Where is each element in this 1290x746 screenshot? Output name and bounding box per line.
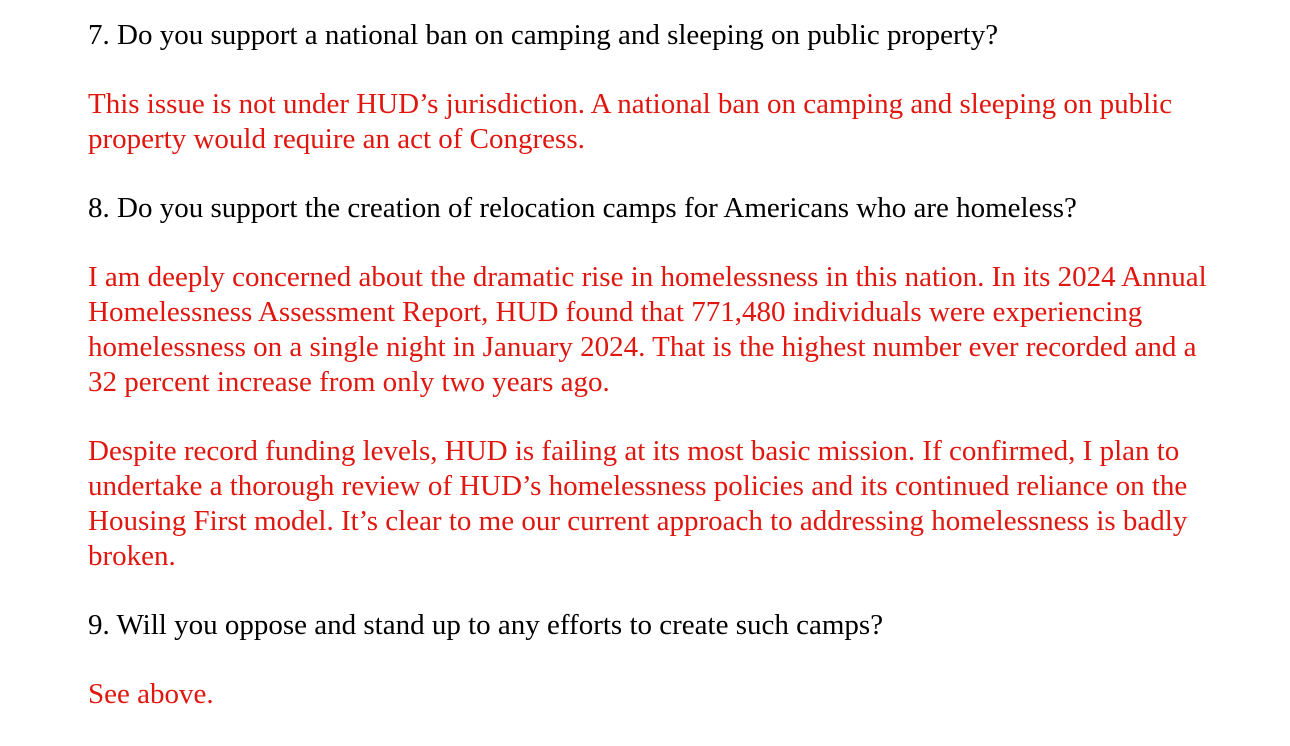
answer-9 [88,677,1278,712]
answer-7 [88,87,1278,157]
answer-8-p1-line-1: I am deeply concerned about the dramatic rise in homelessness in this nation. In its 2024 Annual [88,261,1207,293]
answer-9-line: See above. [88,678,214,710]
answer-8-p1-line-3: homelessness on a single night in January 2024. That is the highest number ever recorded and a [88,331,1197,363]
answer-8-p2-line-4: broken. [88,540,176,572]
answer-8-p1-line-2: Homelessness Assessment Report, HUD found that 771,480 individuals were experiencing [88,296,1143,328]
answer-8-p1-line-4: 32 percent increase from only two years ago. [88,366,610,398]
document-page [88,18,1278,746]
answer-8-p2-line-1: Despite record funding levels, HUD is failing at its most basic mission. If confirmed, I plan to [88,435,1180,467]
question-9-line: 9. Will you oppose and stand up to any efforts to create such camps? [88,609,884,641]
question-7 [88,18,1278,53]
answer-8-p2-line-2: undertake a thorough review of HUD’s homelessness policies and its continued reliance on the [88,470,1188,502]
answer-7-line-1: This issue is not under HUD’s jurisdiction. A national ban on camping and sleeping on public [88,88,1173,120]
question-8 [88,191,1278,226]
question-9 [88,608,1278,643]
answer-8-paragraph-2 [88,434,1278,574]
answer-8-p2-line-3: Housing First model. It’s clear to me our current approach to addressing homelessness is badly [88,505,1188,537]
answer-7-line-2: property would require an act of Congress. [88,123,585,155]
answer-8-paragraph-1 [88,260,1278,400]
question-8-line: 8. Do you support the creation of relocation camps for Americans who are homeless? [88,192,1077,224]
question-7-line: 7. Do you support a national ban on camping and sleeping on public property? [88,19,999,51]
